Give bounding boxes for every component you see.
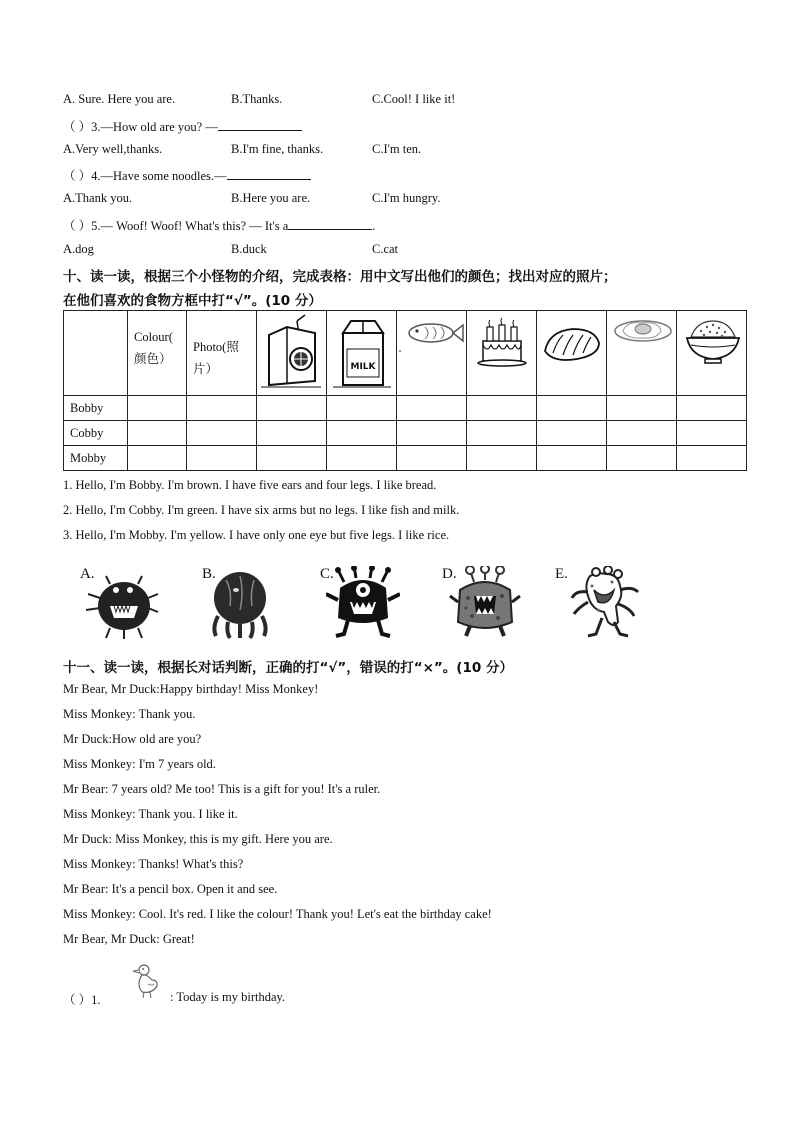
- dialogue-line: Mr Bear: It's a pencil box. Open it and see.: [63, 882, 278, 896]
- dialogue-line: Mr Bear: 7 years old? Me too! This is a gift for you! It's a ruler.: [63, 782, 381, 796]
- q2-option-b: B.Thanks.: [231, 92, 283, 106]
- monster-c-image: [326, 566, 400, 638]
- question-5: （ ）5.— Woof! Woof! What's this? — It's a .: [63, 219, 376, 233]
- answer-blank[interactable]: [227, 167, 311, 180]
- q4-option-b: B.Here you are.: [231, 191, 311, 205]
- colour-cell[interactable]: [128, 421, 187, 446]
- fish-icon: [397, 311, 467, 396]
- colour-cell[interactable]: [128, 396, 187, 421]
- q5-option-b: B.duck: [231, 242, 267, 256]
- header-photo: Photo(照 片）: [187, 311, 257, 396]
- question-number: 1.: [91, 993, 101, 1007]
- photo-cell[interactable]: [187, 396, 257, 421]
- q2-option-a: A. Sure. Here you are.: [63, 92, 176, 106]
- egg-icon: [607, 311, 677, 396]
- corner-cell: [64, 311, 128, 396]
- answer-blank[interactable]: [288, 217, 372, 230]
- photo-cell[interactable]: [187, 421, 257, 446]
- monster-label-a: A.: [80, 566, 95, 582]
- cake-icon: [467, 311, 537, 396]
- dialogue-line: Mr Bear, Mr Duck: Great!: [63, 932, 195, 946]
- table-row: [64, 396, 747, 421]
- answer-paren[interactable]: （ ）: [63, 169, 92, 183]
- q3-option-c: C.I'm ten.: [372, 142, 422, 156]
- question-4: [63, 166, 311, 184]
- q5-option-c: C.cat: [372, 242, 399, 256]
- monster-e-image: [568, 566, 644, 638]
- dialogue-line: Miss Monkey: Thank you.: [63, 707, 196, 721]
- judge-question-1: [63, 990, 101, 1008]
- duck-icon: [130, 962, 162, 1002]
- monster-a-image: [84, 568, 160, 640]
- answer-paren[interactable]: （ ）: [63, 993, 92, 1007]
- milk-label: MILK: [350, 362, 376, 372]
- rice-bowl-icon: [677, 311, 747, 396]
- table-header-row: [64, 311, 747, 396]
- q5-option-a: A.dog: [63, 242, 94, 256]
- row-name: Cobby: [64, 421, 128, 446]
- photo-cell[interactable]: [187, 446, 257, 471]
- q3-option-b: B.I'm fine, thanks.: [231, 142, 324, 156]
- q4-option-c: C.I'm hungry.: [372, 191, 441, 205]
- header-colour: Colour( 颜色）: [128, 311, 187, 396]
- monster-label-c: C.: [320, 566, 334, 582]
- monster-b-image: [206, 566, 274, 640]
- monster-table: [63, 310, 747, 471]
- question-text: 4.—Have some noodles.—: [91, 169, 227, 183]
- question-text: 5.— Woof! Woof! What's this? — It's a: [91, 219, 289, 233]
- dialogue-line: Miss Monkey: I'm 7 years old.: [63, 757, 216, 771]
- row-name: Bobby: [64, 396, 128, 421]
- dialogue-line: Mr Duck: Miss Monkey, this is my gift. Here you are.: [63, 832, 333, 846]
- row-name: Mobby: [64, 446, 128, 471]
- monster-d-image: [448, 566, 522, 638]
- bread-icon: [537, 311, 607, 396]
- q2-option-c: C.Cool! I like it!: [372, 92, 456, 106]
- answer-blank[interactable]: [218, 118, 302, 131]
- judge-question-1-text: : Today is my birthday.: [170, 990, 286, 1004]
- orange-juice-icon: [257, 311, 327, 396]
- dialogue-line: Miss Monkey: Cool. It's red. I like the colour! Thank you! Let's eat the birthday cake!: [63, 907, 492, 921]
- monster-label-d: D.: [442, 566, 457, 582]
- table-row: [64, 446, 747, 471]
- intro-mobby: 3. Hello, I'm Mobby. I'm yellow. I have only one eye but five legs. I like rice.: [63, 528, 450, 542]
- section-11-title: 十一、读一读，根据长对话判断，正确的打“√”，错误的打“×”。(10 分）: [63, 660, 513, 676]
- colour-cell[interactable]: [128, 446, 187, 471]
- dialogue-line: Miss Monkey: Thanks! What's this?: [63, 857, 244, 871]
- q3-option-a: A.Very well,thanks.: [63, 142, 163, 156]
- answer-paren[interactable]: （ ）: [63, 219, 92, 233]
- dialogue-line: Miss Monkey: Thank you. I like it.: [63, 807, 238, 821]
- dialogue-line: Mr Duck:How old are you?: [63, 732, 202, 746]
- section-10-title-line2: 在他们喜欢的食物方框中打“√”。(10 分）: [63, 293, 322, 309]
- dialogue-line: Mr Bear, Mr Duck:Happy birthday! Miss Monkey!: [63, 682, 319, 696]
- section-10-title-line1: 十、读一读，根据三个小怪物的介绍，完成表格：用中文写出他们的颜色；找出对应的照片；: [63, 269, 617, 285]
- question-3: [63, 117, 302, 135]
- milk-carton-icon: [327, 311, 397, 396]
- intro-cobby: 2. Hello, I'm Cobby. I'm green. I have six arms but no legs. I like fish and milk.: [63, 503, 460, 517]
- intro-bobby: 1. Hello, I'm Bobby. I'm brown. I have five ears and four legs. I like bread.: [63, 478, 437, 492]
- answer-paren[interactable]: （ ）: [63, 120, 92, 134]
- question-text: 3.—How old are you? —: [91, 120, 218, 134]
- table-row: [64, 421, 747, 446]
- monster-label-e: E.: [555, 566, 568, 582]
- q4-option-a: A.Thank you.: [63, 191, 133, 205]
- monster-label-b: B.: [202, 566, 216, 582]
